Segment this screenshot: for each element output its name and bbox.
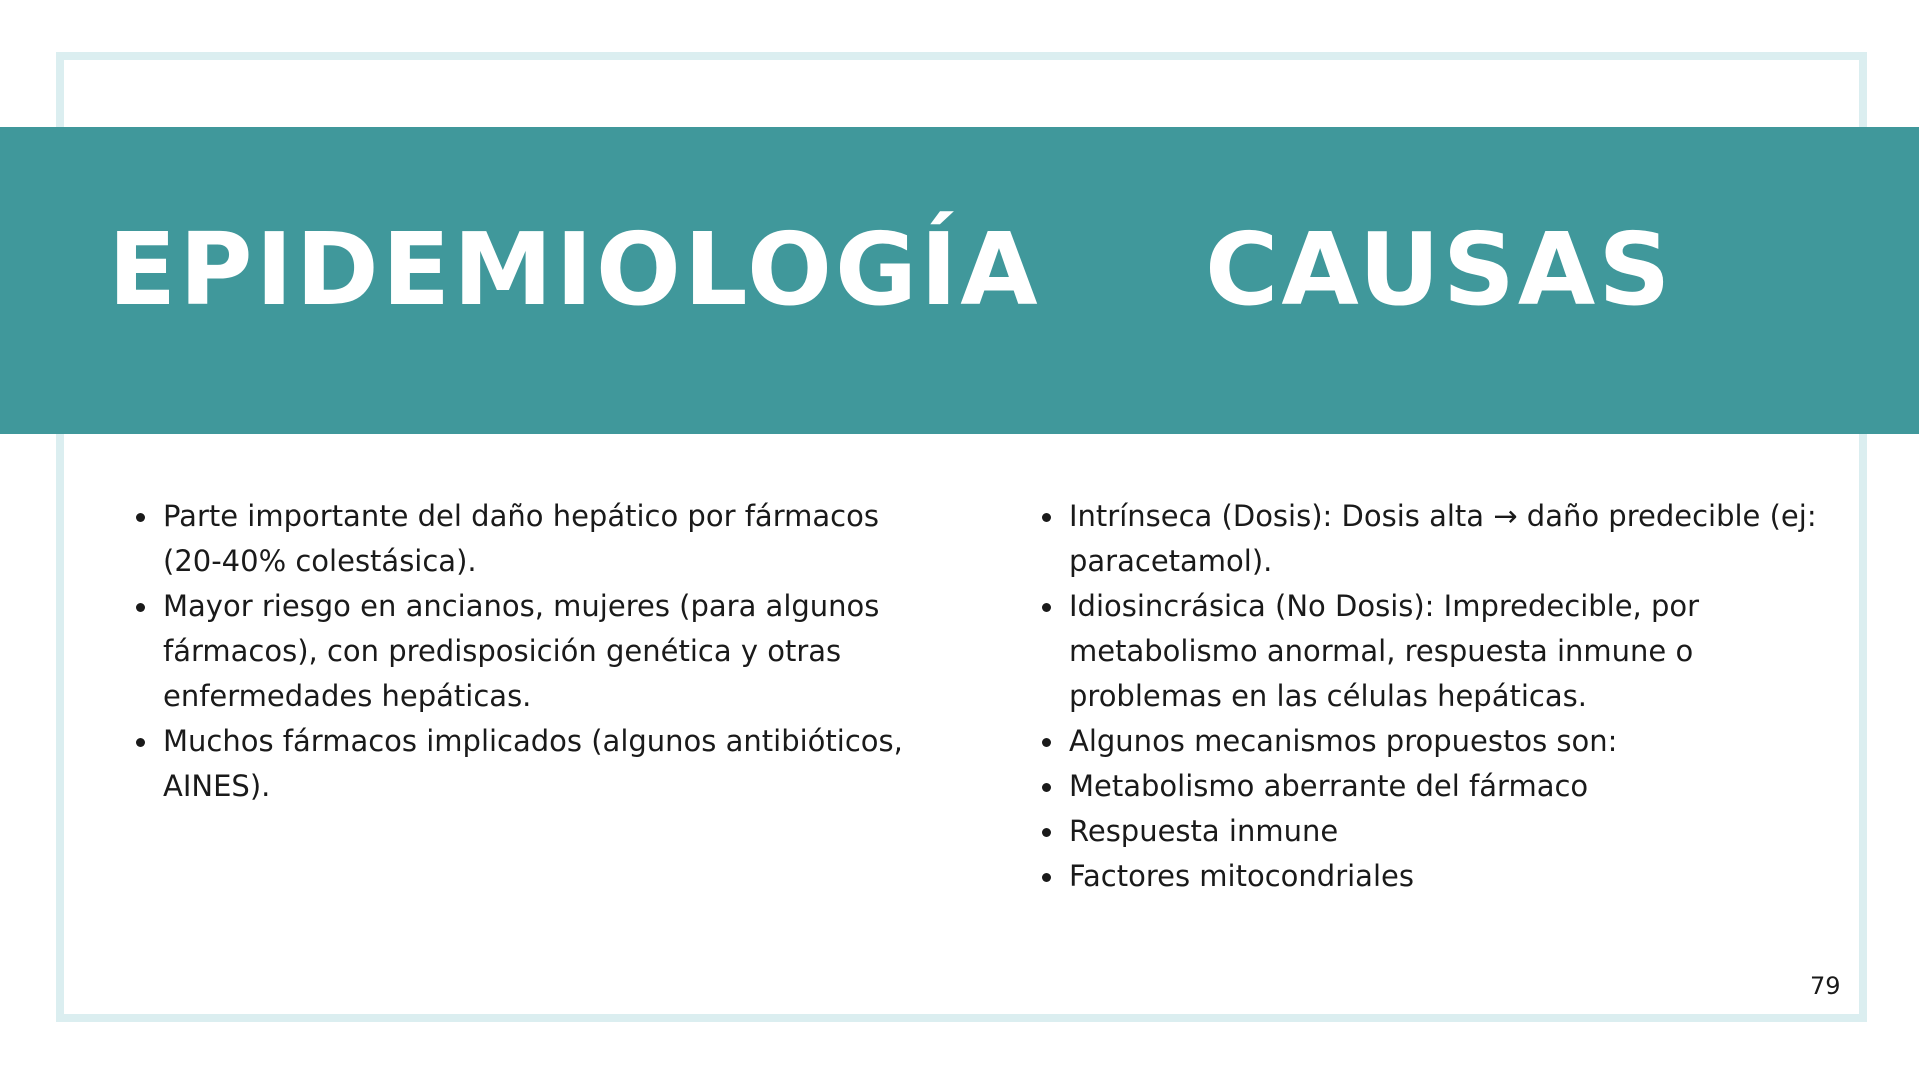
epidemiology-list: [134, 494, 914, 809]
list-item: [134, 719, 914, 809]
bullet-icon: [1042, 513, 1051, 522]
epidemiology-heading: EPIDEMIOLOGÍA: [108, 211, 1041, 328]
bullet-icon: [136, 603, 145, 612]
list-item-text: Metabolismo aberrante del fármaco: [1069, 769, 1589, 803]
list-item: [1040, 719, 1820, 764]
list-item: [1040, 854, 1820, 899]
bullet-icon: [1042, 873, 1051, 882]
list-item: [134, 584, 914, 719]
bullet-icon: [1042, 783, 1051, 792]
bullet-icon: [136, 513, 145, 522]
list-item: [1040, 764, 1820, 809]
list-item: [1040, 494, 1820, 584]
list-item: [1040, 809, 1820, 854]
list-item: [1040, 584, 1820, 719]
list-item-text: Factores mitocondriales: [1069, 859, 1414, 893]
page-number: 79: [1810, 972, 1841, 1000]
bullet-icon: [1042, 828, 1051, 837]
list-item-text: Intrínseca (Dosis): Dosis alta → daño predecible (ej: paracetamol).: [1069, 499, 1817, 578]
bullet-icon: [1042, 738, 1051, 747]
list-item-text: Parte importante del daño hepático por fármacos (20-40% colestásica).: [163, 499, 879, 578]
list-item-text: Muchos fármacos implicados (algunos antibióticos, AINES).: [163, 724, 903, 803]
list-item-text: Respuesta inmune: [1069, 814, 1339, 848]
list-item-text: Algunos mecanismos propuestos son:: [1069, 724, 1618, 758]
list-item: [134, 494, 914, 584]
bullet-icon: [136, 738, 145, 747]
causes-list: [1040, 494, 1820, 899]
list-item-text: Idiosincrásica (No Dosis): Impredecible, por metabolismo anormal, respuesta inmune o problemas en las células hepáticas.: [1069, 589, 1700, 713]
list-item-text: Mayor riesgo en ancianos, mujeres (para algunos fármacos), con predisposición genética y otras enfermedades hepáticas.: [163, 589, 880, 713]
causes-heading: CAUSAS: [1205, 211, 1674, 328]
bullet-icon: [1042, 603, 1051, 612]
